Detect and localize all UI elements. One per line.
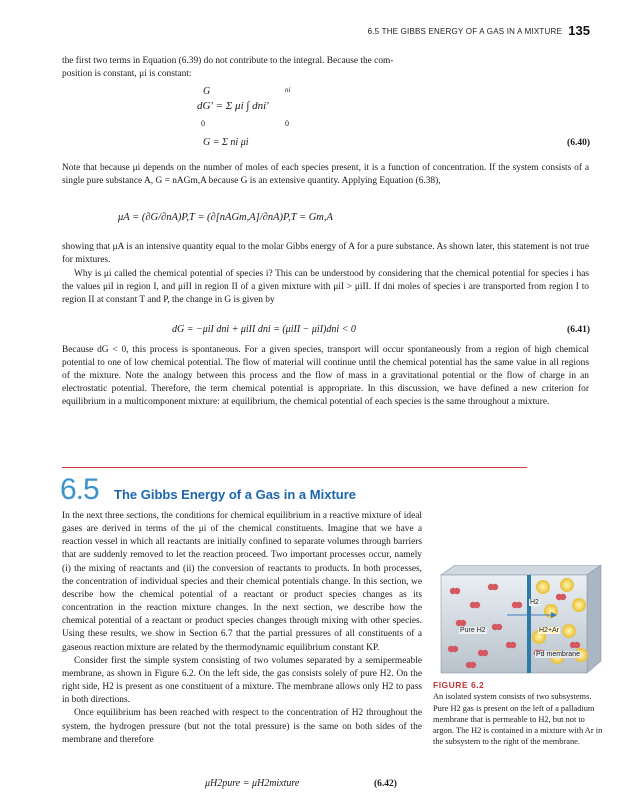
because-text: Because dG < 0, this process is spontaneous. For a given species, transport will occur spontaneously from a region of high chemical potential to one of low chemical potential. The flow of material will continue until the chemical potential has the same value in all regions of the mixture. Note the analogy between this process and the flow of mass in a gravitational potential or the flow of charge in an electrostatic potential. Therefore, the term chemical potential is appropriate. In this discussion, we have defined a new criterion for equilibrium in a multicomponent mixture: at equilibrium, the chemical potential of each species is the same throughout a mixture. (62, 345, 589, 407)
note-paragraph (62, 162, 589, 188)
equation-6-42: μH2pure = μH2mixture (205, 778, 300, 789)
integral-body: dG′ = Σ μi ∫ dni′ (197, 100, 269, 112)
running-title: 6.5 THE GIBBS ENERGY OF A GAS IN A MIXTURE (367, 27, 562, 36)
figure-label-pure: Pure H2 (460, 627, 486, 634)
section-rule (62, 467, 527, 468)
section-paragraph-3: Once equilibrium has been reached with respect to the concentration of H2 throughout the system, the hydrogen pressure (but not the total pressure) is the same on both sides of the membrane and therefore (62, 708, 422, 745)
membrane-diagram (433, 565, 603, 675)
figure-label-membrane: Pd membrane (536, 651, 580, 658)
figure-caption (433, 680, 603, 748)
equation-number-6-40: (6.40) (567, 138, 590, 148)
equation-6-40: G = Σ ni μi (203, 137, 249, 148)
figure-caption-label: FIGURE 6.2 (433, 680, 485, 690)
note-text: Note that because μi depends on the number of moles of each species present, it is a function of concentration. If the system consists of a single pure substance A, G = nAGm,A because G is an extensive quantity. Applying Equation (6.38), (62, 163, 589, 186)
equation-number-6-41: (6.41) (567, 325, 590, 335)
section-body (62, 510, 422, 747)
integral-lower-right: 0 (285, 119, 289, 128)
figure-label-h2: H2 (530, 599, 539, 606)
box-top-face (441, 565, 601, 575)
why-text: Why is μi called the chemical potential of species i? This can be understood by considering that the chemical potential for species i has the values μiI in region I, and μiII in region II of a given mixture with μiI > μiII. If dni moles of species i are transported from region I to region II at constant T and P, the change in G is given by (62, 269, 589, 305)
equation-mu-a: μA = (∂G/∂nA)P,T = (∂[nAGm,A]/∂nA)P,T = Gm,A (118, 212, 333, 223)
figure-6-2 (433, 565, 603, 675)
showing-text: showing that μA is an intensive quantity equal to the molar Gibbs energy of A for a pure substance. As shown later, this statement is not true for mixtures. (62, 242, 589, 265)
pd-membrane (527, 575, 531, 673)
section-paragraph-2: Consider first the simple system consisting of two volumes separated by a semipermeable membrane, as shown in Figure 6.2. On the left side, the gas consists solely of pure H2. On the right side, H2 is present as one constituent of a mixture. The membrane allows only H2 to pass in both directions. (62, 655, 422, 706)
box-side-face (587, 565, 601, 673)
intro-paragraph (62, 55, 589, 81)
section-title: The Gibbs Energy of a Gas in a Mixture (114, 487, 356, 502)
integral-upper-n: ni (285, 86, 291, 94)
equation-number-6-42: (6.42) (374, 779, 397, 789)
integral-equation (185, 86, 425, 132)
running-header (62, 24, 590, 40)
integral-lower-left: 0 (201, 119, 205, 128)
why-paragraph (62, 268, 589, 307)
page-number: 135 (568, 23, 590, 38)
integral-upper-g: G (203, 86, 211, 97)
intro-line-2: position is constant, μi is constant: (62, 69, 192, 79)
figure-label-mix: H2+Ar (539, 627, 560, 634)
because-paragraph (62, 344, 589, 409)
equation-6-41: dG = −μiI dni + μiII dni = (μiII − μiI)dni < 0 (172, 324, 356, 335)
section-number: 6.5 (60, 473, 99, 506)
section-paragraph-1: In the next three sections, the conditions for chemical equilibrium in a reactive mixture of ideal gases are derived in terms of the μi of the chemical constituents. Imagine that we have a reaction vessel in which all reactants are initially confined to separate volumes through barriers that are suddenly removed to let the reaction proceed. Two important processes occur, namely (i) the mixing of reactants and (ii) the conversion of reactants to products. In both processes, the concentration of individual species and their chemical potentials change. In this section, we describe how the chemical potential of a reactant or product species changes as its concentration in the reaction mixture changes. In the next section, we describe how the chemical potential of a reactant or product species changes through mixing with other species. Using these results, we show in Section 6.7 that the partial pressures of all constituents of a gaseous reaction mixture are related by the thermodynamic equilibrium constant KP. (62, 511, 422, 653)
intro-line-1: the first two terms in Equation (6.39) do not contribute to the integral. Because the com- (62, 56, 394, 66)
figure-caption-text: An isolated system consists of two subsystems. Pure H2 gas is present on the left of a palladium membrane that is permeable to H2, but not to argon. The H2 is contained in a mixture with Ar in the subsystem to the right of the membrane. (433, 692, 603, 747)
showing-paragraph (62, 241, 589, 267)
